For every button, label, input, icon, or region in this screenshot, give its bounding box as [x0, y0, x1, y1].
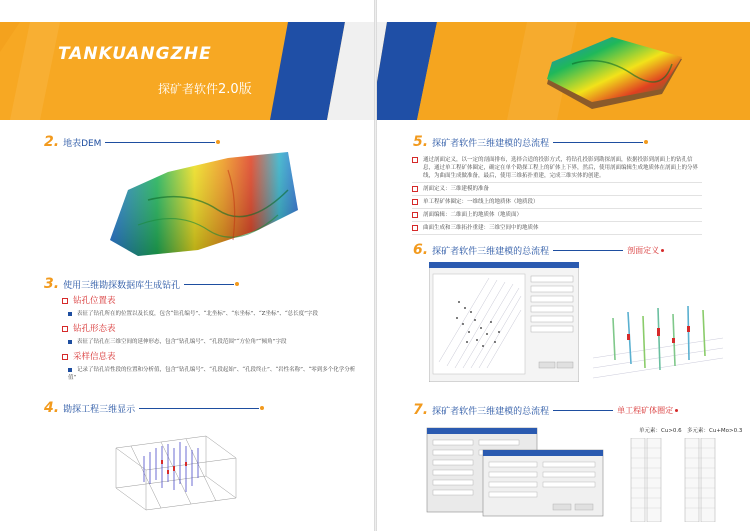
db-item-location-text: 表征了钻孔所在的位置以及长度，包含“钻孔编号”、“北坐标”、“东坐标”、“Z坐标”、“总长度”字段 — [77, 311, 318, 317]
section-4-heading — [44, 400, 264, 416]
section-7-subtitle: 单工程矿体圈定 — [617, 405, 674, 415]
left-banner — [0, 22, 374, 120]
modeling-flow-list — [412, 154, 702, 235]
section-6-heading — [413, 242, 664, 258]
section-2-heading — [44, 134, 220, 150]
version-text: 2.0版 — [218, 82, 252, 97]
section-4-number: 4. — [44, 400, 60, 416]
flow-step-2 — [412, 196, 702, 209]
section-5-title: 探矿者软件三维建模的总流程 — [432, 138, 550, 149]
section-6-dot — [661, 249, 664, 252]
section-3-heading — [44, 276, 239, 292]
ore-delineation-dialogs — [423, 424, 613, 520]
section-5-heading — [413, 134, 648, 150]
flow-step-4 — [412, 222, 702, 235]
section-7-heading — [413, 402, 678, 418]
flow-intro-text: 通过剖面定义，以一定的剖面排布，选择合适的投影方式，将钻孔投影到勘探剖面，依据投影到剖面上的钻孔信息，通过单工程矿体圈定，确定在单个勘探工程上的矿体上下界，然后，使用剖面编辑生成地质体在剖面上的分界线，为曲面生成做准备，最后，使用三维拓扑重建，完成三维实体的创建。 — [423, 157, 699, 179]
section-6-title: 探矿者软件三维建模的总流程 — [432, 246, 550, 257]
ore-label-multi: 多元素：Cu+Mo>0.3 — [687, 428, 743, 434]
section-3-number: 3. — [44, 276, 60, 292]
left-banner-graphic — [0, 22, 374, 120]
subtitle-text: 探矿者软件 — [158, 82, 219, 96]
section-7-number: 7. — [413, 402, 429, 418]
section-definition-window — [429, 262, 579, 382]
ore-label-single: 单元素：Cu>0.6 — [639, 428, 682, 434]
left-page — [0, 0, 374, 531]
db-item-sampling-heading: 采样信息表 — [73, 352, 116, 362]
section-6-rule — [553, 250, 623, 251]
db-item-location — [62, 294, 362, 318]
flow-step-1-text: 剖面定义：三维建模的准备 — [423, 186, 490, 192]
section-5-number: 5. — [413, 134, 429, 150]
section-5-dot — [644, 140, 648, 144]
flow-step-3-text: 剖面编辑：二维面上的地质体（地质面） — [423, 212, 523, 218]
drill-log-columns — [623, 438, 743, 522]
db-item-sampling-text: 记录了钻孔岩性段的位置和分析值，包含“钻孔编号”、“孔段起始”、“孔段终止”、“岩性名称”、“零到多个化学分析值” — [68, 367, 356, 381]
section-2-rule — [105, 142, 215, 143]
brand-name: TANKUANGZHE — [58, 44, 212, 64]
section-5-rule — [553, 142, 643, 143]
flow-step-4-text: 曲面生成和三维拓扑重建：三维空间中的地质体 — [423, 225, 539, 231]
db-item-shape-heading: 钻孔形态表 — [73, 324, 116, 334]
section-3d-view — [583, 298, 733, 388]
drillhole-3d-display — [96, 418, 246, 513]
product-subtitle — [158, 78, 252, 97]
flow-step-2-text: 单工程矿体圈定：一维线上的地质体（地质段） — [423, 199, 539, 205]
flow-step-3 — [412, 209, 702, 222]
flow-step-1 — [412, 183, 702, 196]
terrain-3d-model — [542, 34, 692, 114]
section-4-rule — [139, 408, 259, 409]
section-7-dot — [675, 409, 678, 412]
section-4-title: 勘探工程三维显示 — [63, 404, 136, 415]
section-3-title: 使用三维勘探数据库生成钻孔 — [63, 280, 181, 291]
flow-intro — [412, 154, 702, 183]
section-7-title: 探矿者软件三维建模的总流程 — [432, 406, 550, 417]
db-item-sampling — [62, 350, 362, 382]
right-page — [377, 0, 750, 531]
section-3-rule — [184, 284, 234, 285]
db-item-shape — [62, 322, 362, 346]
section-2-dot — [216, 140, 220, 144]
dem-surface-image — [108, 150, 304, 260]
db-item-shape-text: 表征了钻孔在三维空间的延伸形态，包含“钻孔编号”、“孔段范围”“方位角”“倾角”字段 — [77, 339, 287, 345]
right-banner — [377, 22, 750, 120]
section-7-rule — [553, 410, 613, 411]
section-6-subtitle: 剖面定义 — [627, 245, 660, 255]
section-2-number: 2. — [44, 134, 60, 150]
section-2-title: 地表DEM — [63, 138, 102, 149]
db-item-location-heading: 钻孔位置表 — [73, 296, 116, 306]
section-4-dot — [260, 406, 264, 410]
section-3-dot — [235, 282, 239, 286]
section-6-number: 6. — [413, 242, 429, 258]
